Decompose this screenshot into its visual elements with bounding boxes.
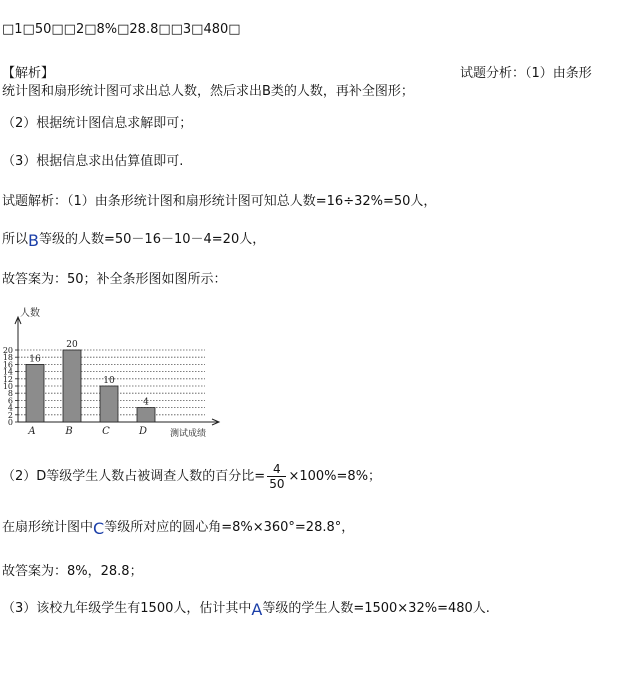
y-tick-label: 12 <box>2 374 13 384</box>
data-label: 10 <box>103 376 115 386</box>
part2-line <box>2 462 381 491</box>
part3-pre: （3）该校九年级学生有1500人，估计其中 <box>2 601 252 616</box>
solution-line3: 故答案为：50；补全条形图如图所示： <box>2 272 227 287</box>
analysis-summary-label <box>460 62 592 81</box>
solution-line1: 试题解析：（1）由条形统计图和扇形统计图可知总人数=16÷32%=50人， <box>2 194 437 209</box>
solution-line2 <box>2 228 266 250</box>
y-tick-label: 10 <box>2 382 13 391</box>
solution-line2-post: 等级的人数=50－16－10－4=20人， <box>39 232 266 247</box>
analysis-header: 【解析】 <box>2 66 55 81</box>
part2-answer: 故答案为：8%，28.8； <box>2 564 143 579</box>
y-tick-label: 16 <box>2 360 13 370</box>
y-tick-label: 14 <box>2 367 13 377</box>
y-tick-label: 6 <box>7 396 13 406</box>
fraction-numerator: 4 <box>267 462 286 477</box>
y-tick-label: 0 <box>7 418 13 427</box>
data-label: 16 <box>29 354 41 365</box>
letter-a: A <box>251 600 263 619</box>
part2b-post: 等级所对应的圆心角=8%×360°=28.8°， <box>104 520 355 535</box>
fraction <box>267 462 286 491</box>
data-label: 4 <box>143 397 149 408</box>
solution-line2-pre: 所以 <box>2 232 29 247</box>
x-tick-label: B <box>65 426 73 437</box>
y-tick-label: 20 <box>2 346 13 355</box>
bar-chart <box>0 300 240 450</box>
y-tick-label: 4 <box>7 403 13 413</box>
bar-d <box>137 408 155 422</box>
x-axis-label: 测试成绩 <box>170 429 207 439</box>
y-tick-label: 18 <box>2 353 13 363</box>
data-label: 20 <box>66 340 78 350</box>
bar-b <box>63 350 81 422</box>
analysis-summary-line2: （2）根据统计图信息求解即可； <box>2 116 193 131</box>
part3-post: 等级的学生人数=1500×32%=480人. <box>262 601 490 616</box>
letter-c: C <box>93 519 105 538</box>
part3-line <box>2 597 490 619</box>
answer-line: □1□50□□2□8%□28.8□□3□480□ <box>2 22 241 37</box>
x-tick-label: A <box>28 426 36 437</box>
part2-post: ×100%=8%； <box>288 469 382 484</box>
x-tick-label: D <box>138 426 148 437</box>
summary-p1-start: （1）由条形 <box>525 66 592 81</box>
bar-a <box>26 364 44 422</box>
analysis-summary-line1: 统计图和扇形统计图可求出总人数，然后求出B类的人数，再补全图形； <box>2 84 414 99</box>
letter-b: B <box>28 231 39 250</box>
part2-pre: （2）D等级学生人数占被调查人数的百分比= <box>2 469 266 484</box>
part2b-pre: 在扇形统计图中 <box>2 520 94 535</box>
fraction-denominator: 50 <box>269 477 285 491</box>
y-tick-label: 2 <box>7 410 13 420</box>
part2b-line <box>2 516 355 538</box>
y-tick-label: 8 <box>7 389 13 399</box>
x-tick-label: C <box>102 426 110 437</box>
y-axis-label: 人数 <box>20 308 40 319</box>
bar-c <box>100 386 118 422</box>
analysis-summary-line3: （3）根据信息求出估算值即可. <box>2 154 184 169</box>
summary-label: 试题分析： <box>460 66 526 81</box>
